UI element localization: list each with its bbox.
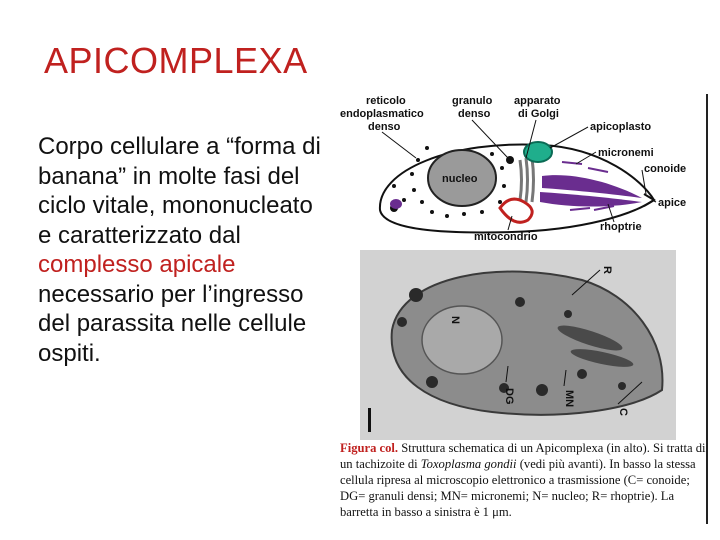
label-mitocondrio: mitocondrio <box>474 231 538 243</box>
micrograph-label-dg: DG <box>503 388 515 405</box>
label-rhoptrie: rhoptrie <box>600 221 642 233</box>
label-apice: apice <box>658 197 687 209</box>
label-micronemi: micronemi <box>598 147 654 159</box>
micrograph-label-mn: MN <box>563 390 575 408</box>
schematic-diagram <box>340 95 686 243</box>
slide-body-text <box>38 132 328 368</box>
micrograph-label-n: N <box>449 316 461 324</box>
body-text-part2: necessario per l’ingresso del parassita nelle cellule ospiti. <box>38 280 307 367</box>
scale-bar <box>368 408 371 432</box>
apicoplast <box>524 142 552 162</box>
nucleus-label: nucleo <box>442 173 478 185</box>
label-denso-er: denso <box>368 121 401 133</box>
micrograph-label-r: R <box>601 266 613 274</box>
slide-title: APICOMPLEXA <box>44 40 308 81</box>
label-endoplasmatico: endoplasmatico <box>340 108 424 120</box>
label-di-golgi: di Golgi <box>518 108 559 120</box>
label-reticolo: reticolo <box>366 95 406 107</box>
figure-caption <box>340 440 710 520</box>
label-granulo: granulo <box>452 95 493 107</box>
caption-species: Toxoplasma gondii <box>420 457 517 471</box>
micrograph-nucleus <box>422 306 502 374</box>
body-text-part1: Corpo cellulare a “forma di banana” in molte fasi del ciclo vitale, mononucleato e caratterizzato dal <box>38 133 321 249</box>
caption-label: Figura col. <box>340 441 399 455</box>
label-apparato: apparato <box>514 95 561 107</box>
label-apicoplasto: apicoplasto <box>590 121 652 133</box>
micrograph-label-c: C <box>617 408 629 416</box>
label-conoide: conoide <box>644 163 687 175</box>
caption-text-2: (vedi più avanti). In basso la stessa cellula ripresa al microscopio elettronico a trasmissione (C= conoide; DG= granuli densi; MN= micronemi; N= nucleo; R= rhoptrie). La barretta in basso a sinistra è 1 μm. <box>340 457 696 519</box>
body-text-highlight: complesso apicale <box>38 251 236 278</box>
posterior-body <box>390 199 402 209</box>
electron-micrograph <box>360 250 676 440</box>
label-denso-granulo: denso <box>458 108 491 120</box>
caption-text-1: Struttura schematica di un Apicomplexa (in alto). Si tratta di un tachizoite di <box>340 441 706 471</box>
